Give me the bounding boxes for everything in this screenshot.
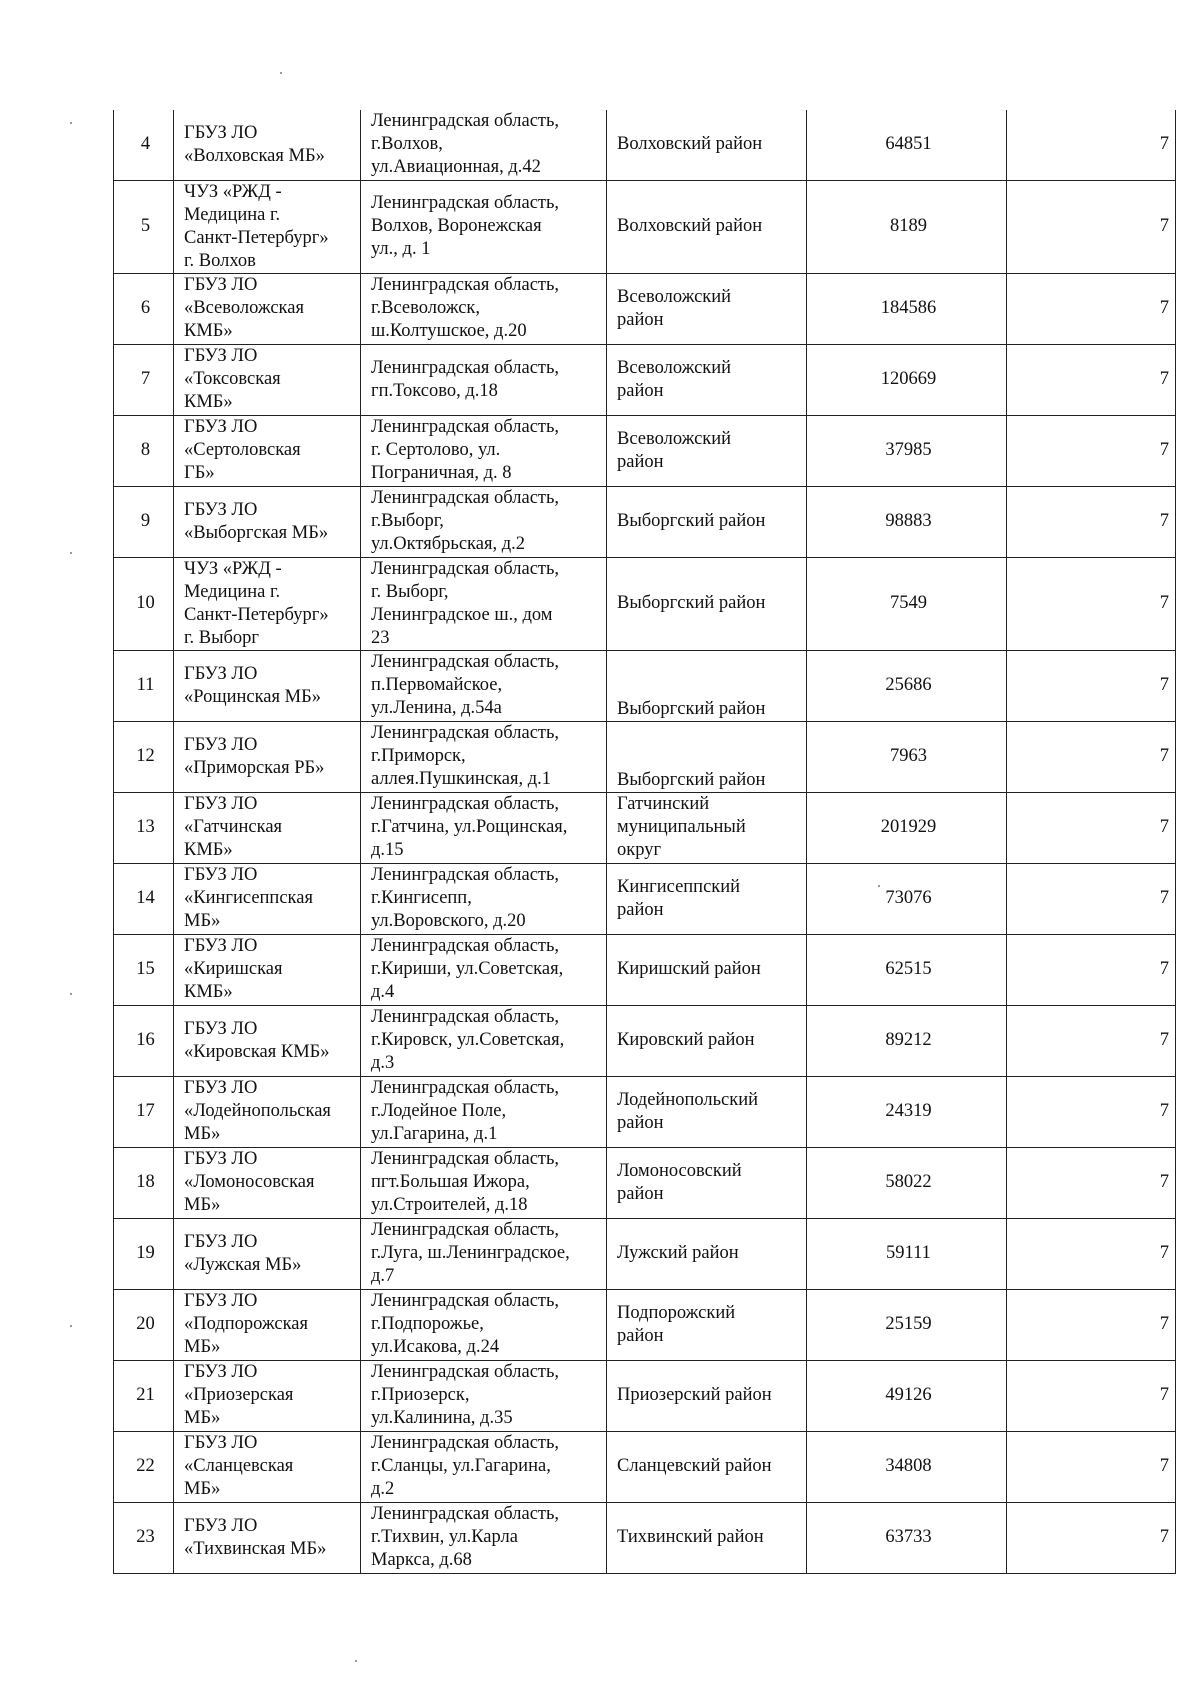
district-cell-line: Гатчинский xyxy=(617,794,710,814)
address-cell-line: Ленинградская область, xyxy=(371,1149,560,1169)
population-cell: 24319 xyxy=(807,1076,1007,1147)
address-cell-line: Ленинградская область, xyxy=(371,865,560,885)
organization-cell xyxy=(174,344,361,415)
organization-cell-line: Медицина г. xyxy=(184,581,281,602)
district-cell-line: Лодейнопольский xyxy=(617,1089,759,1110)
address-cell xyxy=(361,1218,607,1289)
organization-cell-line: ГБУЗ ЛО xyxy=(184,936,258,956)
organization-cell-line: г. Волхов xyxy=(184,250,256,271)
address-cell xyxy=(361,721,607,792)
organization-cell-line: ГБУЗ ЛО xyxy=(184,499,258,520)
row-number-cell: 8 xyxy=(114,415,174,486)
population-cell: 98883 xyxy=(807,486,1007,557)
address-cell xyxy=(361,1076,607,1147)
address-cell-line: ул.Калинина, д.35 xyxy=(371,1408,513,1428)
address-cell-line: Ленинградская область, xyxy=(371,1007,560,1027)
table-row xyxy=(114,1076,1176,1147)
population-cell: 34808 xyxy=(807,1431,1007,1502)
organization-cell-line: ГБУЗ ЛО xyxy=(184,1078,258,1098)
organization-cell-line: МБ» xyxy=(184,911,221,931)
address-cell-line: Ленинградская область, xyxy=(371,558,560,579)
organization-cell-line: ГБУЗ ЛО xyxy=(184,275,258,295)
organization-cell-line: ГБУЗ ЛО xyxy=(184,1433,258,1453)
district-cell-line: Кировский район xyxy=(617,1030,755,1050)
row-number-cell: 20 xyxy=(114,1289,174,1360)
district-cell xyxy=(607,721,807,792)
population-cell: 64851 xyxy=(807,110,1007,180)
value-cell: 7 xyxy=(1007,863,1176,934)
organization-cell-line: «Приморская РБ» xyxy=(184,757,325,778)
value-cell: 7 xyxy=(1007,180,1176,273)
organization-cell xyxy=(174,273,361,344)
district-cell-line: Тихвинский район xyxy=(617,1527,764,1547)
value-cell: 7 xyxy=(1007,1502,1176,1573)
district-cell xyxy=(607,415,807,486)
organization-cell-line: КМБ» xyxy=(184,840,233,860)
address-cell-line: г.Лодейное Поле, xyxy=(371,1101,507,1121)
value-cell: 7 xyxy=(1007,110,1176,180)
organization-cell-line: КМБ» xyxy=(184,321,233,341)
value-cell: 7 xyxy=(1007,1360,1176,1431)
population-cell: 25159 xyxy=(807,1289,1007,1360)
address-cell-line: г. Сертолово, ул. xyxy=(371,440,501,460)
address-cell-line: г. Выборг, xyxy=(371,581,449,602)
table-row xyxy=(114,344,1176,415)
district-cell xyxy=(607,1360,807,1431)
address-cell-line: Ленинградская область, xyxy=(371,111,560,132)
table-row xyxy=(114,1502,1176,1573)
organization-cell-line: ГБУЗ ЛО xyxy=(184,346,258,366)
table-row xyxy=(114,1431,1176,1502)
district-cell-line: Выборгский район xyxy=(617,769,766,790)
table-body xyxy=(114,110,1176,1573)
row-number-cell: 14 xyxy=(114,863,174,934)
address-cell xyxy=(361,110,607,180)
organization-cell-line: ЧУЗ «РЖД - xyxy=(184,558,282,579)
district-cell-line: Выборгский район xyxy=(617,698,766,719)
organization-cell xyxy=(174,1005,361,1076)
table-row xyxy=(114,1147,1176,1218)
organization-cell-line: МБ» xyxy=(184,1124,221,1144)
organization-cell xyxy=(174,557,361,650)
row-number-cell: 22 xyxy=(114,1431,174,1502)
address-cell xyxy=(361,486,607,557)
address-cell-line: г.Кировск, ул.Советская, xyxy=(371,1030,565,1050)
table-row xyxy=(114,557,1176,650)
address-cell xyxy=(361,1147,607,1218)
district-cell xyxy=(607,1218,807,1289)
organization-cell xyxy=(174,934,361,1005)
medical-organizations-table xyxy=(113,110,1176,1574)
organization-cell xyxy=(174,180,361,273)
address-cell-line: ул.Гагарина, д.1 xyxy=(371,1124,498,1144)
address-cell xyxy=(361,1360,607,1431)
organization-cell-line: ГБУЗ ЛО xyxy=(184,1231,258,1252)
value-cell: 7 xyxy=(1007,415,1176,486)
address-cell-line: ул.Воровского, д.20 xyxy=(371,911,526,931)
address-cell-line: г.Приозерск, xyxy=(371,1385,470,1405)
row-number-cell: 16 xyxy=(114,1005,174,1076)
organization-cell-line: «Сертоловская xyxy=(184,440,301,460)
address-cell-line: Ленинградская область, xyxy=(371,1433,560,1453)
organization-cell-line: МБ» xyxy=(184,1479,221,1499)
district-cell xyxy=(607,273,807,344)
address-cell xyxy=(361,792,607,863)
scan-speck xyxy=(70,993,72,995)
organization-cell-line: МБ» xyxy=(184,1408,221,1428)
value-cell: 7 xyxy=(1007,1147,1176,1218)
row-number-cell: 13 xyxy=(114,792,174,863)
address-cell-line: Ленинградская область, xyxy=(371,488,560,508)
district-cell-line: муниципальный xyxy=(617,817,746,837)
population-cell: 49126 xyxy=(807,1360,1007,1431)
district-cell xyxy=(607,180,807,273)
organization-cell-line: Санкт-Петербург» xyxy=(184,227,329,248)
organization-cell-line: ГБУЗ ЛО xyxy=(184,663,258,684)
address-cell xyxy=(361,934,607,1005)
district-cell-line: Всеволожский xyxy=(617,286,732,307)
district-cell xyxy=(607,650,807,721)
organization-cell-line: ГБУЗ ЛО xyxy=(184,1515,258,1536)
organization-cell xyxy=(174,1076,361,1147)
organization-cell-line: КМБ» xyxy=(184,982,233,1002)
row-number-cell: 6 xyxy=(114,273,174,344)
organization-cell xyxy=(174,1147,361,1218)
address-cell xyxy=(361,1502,607,1573)
table-row xyxy=(114,273,1176,344)
address-cell-line: Маркса, д.68 xyxy=(371,1550,472,1570)
address-cell-line: г.Луга, ш.Ленинградское, xyxy=(371,1243,570,1263)
organization-cell-line: «Рощинская МБ» xyxy=(184,686,321,707)
organization-cell xyxy=(174,650,361,721)
population-cell: 59111 xyxy=(807,1218,1007,1289)
table-row xyxy=(114,792,1176,863)
organization-cell-line: «Ломоносовская xyxy=(184,1172,315,1192)
organization-cell-line: ГБУЗ ЛО xyxy=(184,1291,258,1311)
organization-cell-line: «Токсовская xyxy=(184,369,281,389)
district-cell-line: район xyxy=(617,380,664,401)
address-cell-line: д.3 xyxy=(371,1053,395,1073)
address-cell-line: ул.Октябрьская, д.2 xyxy=(371,534,526,554)
district-cell xyxy=(607,1076,807,1147)
address-cell-line: Волхов, Воронежская xyxy=(371,216,542,236)
value-cell: 7 xyxy=(1007,486,1176,557)
table-row xyxy=(114,1289,1176,1360)
row-number-cell: 18 xyxy=(114,1147,174,1218)
population-cell: 73076 xyxy=(807,863,1007,934)
organization-cell xyxy=(174,486,361,557)
organization-cell xyxy=(174,863,361,934)
district-cell-line: Всеволожский xyxy=(617,357,732,378)
row-number-cell: 17 xyxy=(114,1076,174,1147)
organization-cell-line: Санкт-Петербург» xyxy=(184,604,329,625)
organization-cell xyxy=(174,1360,361,1431)
address-cell xyxy=(361,273,607,344)
address-cell-line: д.15 xyxy=(371,840,404,860)
population-cell: 120669 xyxy=(807,344,1007,415)
address-cell-line: Ленинградская область, xyxy=(371,794,560,814)
organization-cell-line: «Приозерская xyxy=(184,1385,294,1405)
table-row xyxy=(114,863,1176,934)
scan-speck xyxy=(70,552,72,554)
address-cell xyxy=(361,557,607,650)
value-cell: 7 xyxy=(1007,344,1176,415)
row-number-cell: 5 xyxy=(114,180,174,273)
district-cell-line: Киришский район xyxy=(617,959,761,979)
district-cell-line: Кингисеппский xyxy=(617,876,741,897)
district-cell-line: Всеволожский xyxy=(617,428,732,449)
district-cell xyxy=(607,1502,807,1573)
value-cell: 7 xyxy=(1007,1005,1176,1076)
district-cell-line: Выборгский район xyxy=(617,593,766,613)
address-cell-line: Ленинградская область, xyxy=(371,275,560,295)
district-cell-line: район xyxy=(617,1183,664,1204)
address-cell-line: г.Кириши, ул.Советская, xyxy=(371,959,564,979)
population-cell: 201929 xyxy=(807,792,1007,863)
district-cell xyxy=(607,934,807,1005)
organization-cell xyxy=(174,1502,361,1573)
address-cell-line: г.Тихвин, ул.Карла xyxy=(371,1527,518,1547)
address-cell-line: г.Гатчина, ул.Рощинская, xyxy=(371,817,568,837)
district-cell xyxy=(607,344,807,415)
row-number-cell: 9 xyxy=(114,486,174,557)
population-cell: 62515 xyxy=(807,934,1007,1005)
organization-cell-line: «Кировская КМБ» xyxy=(184,1041,330,1062)
population-cell: 7549 xyxy=(807,557,1007,650)
district-cell-line: Волховский район xyxy=(617,216,763,236)
address-cell-line: г.Кингисепп, xyxy=(371,888,472,908)
table-row xyxy=(114,415,1176,486)
address-cell xyxy=(361,1005,607,1076)
row-number-cell: 7 xyxy=(114,344,174,415)
organization-cell-line: «Выборгская МБ» xyxy=(184,522,329,543)
population-cell: 58022 xyxy=(807,1147,1007,1218)
organization-cell xyxy=(174,721,361,792)
address-cell-line: г.Подпорожье, xyxy=(371,1314,484,1334)
row-number-cell: 15 xyxy=(114,934,174,1005)
district-cell-line: район xyxy=(617,1325,664,1346)
value-cell: 7 xyxy=(1007,273,1176,344)
address-cell-line: Ленинградская область, xyxy=(371,936,560,956)
organization-cell-line: «Лужская МБ» xyxy=(184,1254,302,1275)
address-cell-line: д.4 xyxy=(371,982,395,1002)
value-cell: 7 xyxy=(1007,792,1176,863)
district-cell xyxy=(607,110,807,180)
organization-cell-line: г. Выборг xyxy=(184,627,260,648)
district-cell-line: Приозерский район xyxy=(617,1385,772,1405)
organization-cell-line: ГБУЗ ЛО xyxy=(184,1362,258,1382)
organization-cell xyxy=(174,415,361,486)
organization-cell-line: «Лодейнопольская xyxy=(184,1101,331,1121)
row-number-cell: 21 xyxy=(114,1360,174,1431)
organization-cell-line: МБ» xyxy=(184,1195,221,1215)
population-cell: 37985 xyxy=(807,415,1007,486)
organization-cell-line: «Кингисеппская xyxy=(184,888,313,908)
district-cell-line: округ xyxy=(617,840,662,860)
district-cell xyxy=(607,486,807,557)
organization-cell-line: КМБ» xyxy=(184,392,233,412)
table-row xyxy=(114,1005,1176,1076)
address-cell-line: Ленинградская область, xyxy=(371,723,560,743)
population-cell: 89212 xyxy=(807,1005,1007,1076)
address-cell xyxy=(361,180,607,273)
scan-speck xyxy=(355,1660,357,1662)
organization-cell-line: «Сланцевская xyxy=(184,1456,294,1476)
district-cell xyxy=(607,1005,807,1076)
organization-cell-line: Медицина г. xyxy=(184,204,281,225)
district-cell xyxy=(607,792,807,863)
address-cell-line: Ленинградское ш., дом xyxy=(371,604,553,625)
address-cell-line: г.Приморск, xyxy=(371,746,466,766)
address-cell-line: д.7 xyxy=(371,1266,395,1286)
scan-speck xyxy=(70,122,72,124)
address-cell-line: ул.Авиационная, д.42 xyxy=(371,157,541,178)
address-cell-line: Ленинградская область, xyxy=(371,417,560,437)
address-cell-line: Ленинградская область, xyxy=(371,193,560,213)
address-cell-line: пгт.Большая Ижора, xyxy=(371,1172,530,1192)
population-cell: 184586 xyxy=(807,273,1007,344)
district-cell xyxy=(607,1431,807,1502)
value-cell: 7 xyxy=(1007,721,1176,792)
row-number-cell: 10 xyxy=(114,557,174,650)
organization-cell-line: ГБУЗ ЛО xyxy=(184,417,258,437)
row-number-cell: 19 xyxy=(114,1218,174,1289)
district-cell-line: район xyxy=(617,309,664,330)
address-cell xyxy=(361,650,607,721)
scan-speck xyxy=(70,1325,72,1327)
table-row xyxy=(114,1218,1176,1289)
value-cell: 7 xyxy=(1007,934,1176,1005)
address-cell-line: Ленинградская область, xyxy=(371,652,560,672)
address-cell-line: ул.Исакова, д.24 xyxy=(371,1337,500,1357)
address-cell-line: г.Всеволожск, xyxy=(371,298,481,318)
table-row xyxy=(114,650,1176,721)
value-cell: 7 xyxy=(1007,650,1176,721)
district-cell-line: Выборгский район xyxy=(617,511,766,531)
organization-cell-line: «Гатчинская xyxy=(184,817,283,837)
organization-cell xyxy=(174,110,361,180)
population-cell: 7963 xyxy=(807,721,1007,792)
address-cell xyxy=(361,344,607,415)
organization-cell-line: ГБУЗ ЛО xyxy=(184,865,258,885)
district-cell-line: Сланцевский район xyxy=(617,1456,772,1476)
organization-cell-line: ГБ» xyxy=(184,463,215,483)
address-cell-line: г.Сланцы, ул.Гагарина, xyxy=(371,1456,551,1476)
organization-cell-line: ГБУЗ ЛО xyxy=(184,122,258,143)
address-cell-line: Ленинградская область, xyxy=(371,1078,560,1098)
organization-cell-line: МБ» xyxy=(184,1337,221,1357)
value-cell: 7 xyxy=(1007,557,1176,650)
district-cell xyxy=(607,863,807,934)
organization-cell xyxy=(174,1218,361,1289)
district-cell xyxy=(607,557,807,650)
value-cell: 7 xyxy=(1007,1289,1176,1360)
row-number-cell: 23 xyxy=(114,1502,174,1573)
address-cell-line: Ленинградская область, xyxy=(371,1362,560,1382)
address-cell-line: Пограничная, д. 8 xyxy=(371,463,512,483)
organization-cell-line: «Тихвинская МБ» xyxy=(184,1538,327,1559)
address-cell-line: 23 xyxy=(371,627,390,648)
organization-cell-line: ГБУЗ ЛО xyxy=(184,794,258,814)
organization-cell-line: ЧУЗ «РЖД - xyxy=(184,181,282,202)
organization-cell xyxy=(174,792,361,863)
table-row xyxy=(114,1360,1176,1431)
table-row xyxy=(114,934,1176,1005)
district-cell-line: район xyxy=(617,451,664,472)
address-cell-line: ул.Строителей, д.18 xyxy=(371,1195,528,1215)
organization-cell xyxy=(174,1431,361,1502)
address-cell-line: Ленинградская область, xyxy=(371,357,560,378)
organization-cell-line: ГБУЗ ЛО xyxy=(184,734,258,755)
district-cell-line: район xyxy=(617,899,664,920)
population-cell: 8189 xyxy=(807,180,1007,273)
district-cell-line: Лужский район xyxy=(617,1243,739,1263)
population-cell: 63733 xyxy=(807,1502,1007,1573)
district-cell-line: Волховский район xyxy=(617,134,763,155)
organization-cell-line: «Киришская xyxy=(184,959,283,979)
value-cell: 7 xyxy=(1007,1076,1176,1147)
address-cell-line: п.Первомайское, xyxy=(371,675,503,695)
address-cell-line: ул., д. 1 xyxy=(371,239,431,259)
organization-cell-line: ГБУЗ ЛО xyxy=(184,1149,258,1169)
address-cell xyxy=(361,1431,607,1502)
organization-cell-line: ГБУЗ ЛО xyxy=(184,1018,258,1039)
organization-cell-line: «Подпорожская xyxy=(184,1314,309,1334)
row-number-cell: 4 xyxy=(114,110,174,180)
address-cell-line: ул.Ленина, д.54а xyxy=(371,698,502,718)
row-number-cell: 11 xyxy=(114,650,174,721)
address-cell-line: Ленинградская область, xyxy=(371,1220,560,1240)
address-cell-line: г.Выборг, xyxy=(371,511,444,531)
table-row xyxy=(114,486,1176,557)
address-cell xyxy=(361,415,607,486)
district-cell-line: Подпорожский xyxy=(617,1302,736,1323)
table-row xyxy=(114,180,1176,273)
district-cell xyxy=(607,1289,807,1360)
address-cell xyxy=(361,1289,607,1360)
address-cell-line: г.Волхов, xyxy=(371,134,443,155)
table-row xyxy=(114,721,1176,792)
address-cell-line: Ленинградская область, xyxy=(371,1504,560,1524)
organization-cell-line: «Волховская МБ» xyxy=(184,145,325,166)
organization-cell-line: «Всеволожская xyxy=(184,298,304,318)
value-cell: 7 xyxy=(1007,1218,1176,1289)
address-cell-line: Ленинградская область, xyxy=(371,1291,560,1311)
address-cell-line: ш.Колтушское, д.20 xyxy=(371,321,527,341)
address-cell-line: аллея.Пушкинская, д.1 xyxy=(371,769,552,789)
table-row xyxy=(114,110,1176,180)
population-cell: 25686 xyxy=(807,650,1007,721)
address-cell-line: д.2 xyxy=(371,1479,395,1499)
scan-speck xyxy=(280,72,282,74)
district-cell-line: Ломоносовский xyxy=(617,1160,742,1181)
address-cell xyxy=(361,863,607,934)
row-number-cell: 12 xyxy=(114,721,174,792)
organization-cell xyxy=(174,1289,361,1360)
district-cell xyxy=(607,1147,807,1218)
district-cell-line: район xyxy=(617,1112,664,1133)
value-cell: 7 xyxy=(1007,1431,1176,1502)
address-cell-line: гп.Токсово, д.18 xyxy=(371,380,498,401)
